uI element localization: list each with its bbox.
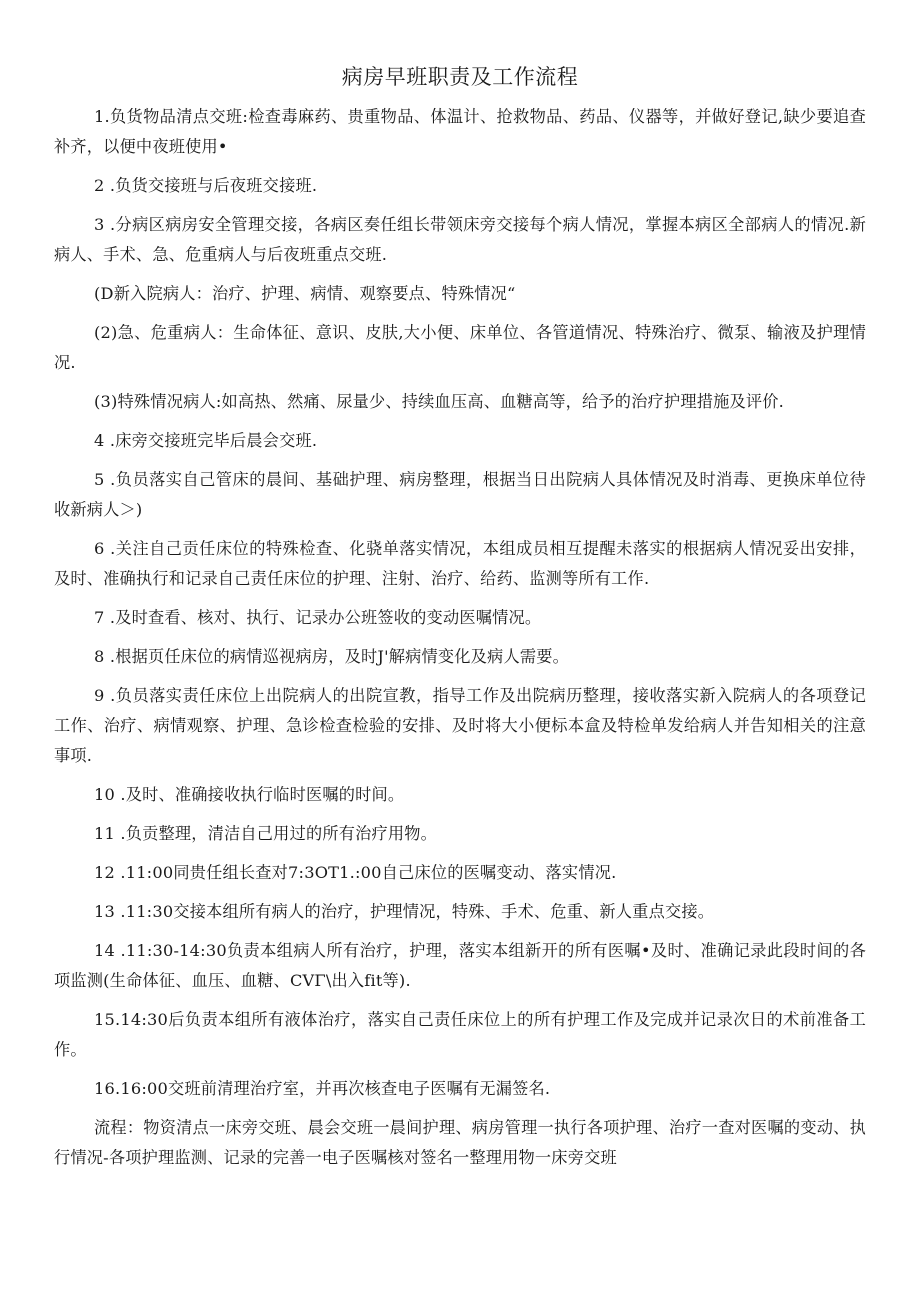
workflow-paragraph: 流程：物资清点一床旁交班、晨会交班一晨间护理、病房管理一执行各项护理、治疗一查对医嘱的变动、执行情况-各项护理监测、记录的完善一电子医嘱核对签名一整理用物一床旁交班 — [54, 1118, 866, 1167]
paragraph-15: 15.14:30后负责本组所有液体治疗，落实自己责任床位上的所有护理工作及完成并记录次日的术前准备工作。 — [54, 1010, 866, 1059]
paragraph-5: 5 .负员落实自己管床的晨间、基础护理、病房整理，根据当日出院病人具体情况及时消毒、更换床单位待收新病人＞) — [54, 470, 866, 519]
paragraph-3-sub-2: (2)急、危重病人：生命体征、意识、皮肤,大小便、床单位、各管道情况、特殊治疗、微泵、输液及护理情况. — [54, 323, 866, 372]
paragraph-6: 6 .关注自己贡任床位的特殊检查、化骁单落实情况，本组成员相互提醒未落实的根据病人情况妥出安排，及时、准确执行和记录自己责任床位的护理、注射、治疗、给药、监测等所有工作. — [54, 539, 866, 588]
paragraph-10: 10 .及时、准确接收执行临时医嘱的时间。 — [94, 785, 405, 804]
paragraph-8: 8 .根据页任床位的病情巡视病房，及时J'解病情变化及病人需要。 — [94, 647, 569, 666]
paragraph-16: 16.16:00交班前清理治疗室，并再次核查电子医嘱有无漏签名. — [94, 1079, 551, 1098]
paragraph-11: 11 .负贡整理，清洁自己用过的所有治疗用物。 — [94, 824, 438, 843]
paragraph-7: 7 .及时查看、核对、执行、记录办公班签收的变动医嘱情况。 — [94, 608, 542, 627]
paragraph-3-sub-1: (D新入院病人：治疗、护理、病情、观察要点、特殊情况“ — [94, 284, 516, 303]
paragraph-1: 1.负货物品清点交班:检查毒麻药、贵重物品、体温计、抢救物品、药品、仪器等，并做好登记,缺少要追查补齐，以便中夜班使用• — [54, 107, 866, 156]
paragraph-4: 4 .床旁交接班完毕后晨会交班. — [94, 431, 318, 450]
paragraph-2: 2 .负货交接班与后夜班交接班. — [94, 176, 318, 195]
paragraph-3-sub-3: (3)特殊情况病人:如高热、然痛、尿量少、持续血压高、血糖高等，给予的治疗护理措施及评价. — [94, 392, 785, 411]
paragraph-9: 9 .负员落实责任床位上出院病人的出院宣教，指导工作及出院病历整理，接收落实新入院病人的各项登记工作、治疗、病情观察、护理、急诊检查检验的安排、及时将大小便标本盒及特检单发给病人并告知相关的注意事项. — [54, 686, 866, 765]
paragraph-3: 3 .分病区病房安全管理交接，各病区奏任组长带领床旁交接每个病人情况，掌握本病区全部病人的情况.新病人、手术、急、危重病人与后夜班重点交班. — [54, 215, 866, 264]
document-title: 病房早班职责及工作流程 — [341, 65, 579, 89]
paragraph-12: 12 .11:00同贵任组长查对7:3OT1.:00自己床位的医嘱变动、落实情况. — [94, 863, 617, 882]
paragraph-14: 14 .11:30-14:30负责本组病人所有治疗，护理，落实本组新开的所有医嘱•及时、准确记录此段时间的各项监测(生命体征、血压、血糖、CVΓ\出入fit等). — [54, 941, 866, 990]
document-page — [54, 62, 866, 1182]
paragraph-13: 13 .11:30交接本组所有病人的治疗，护理情况，特殊、手术、危重、新人重点交接。 — [94, 902, 715, 921]
